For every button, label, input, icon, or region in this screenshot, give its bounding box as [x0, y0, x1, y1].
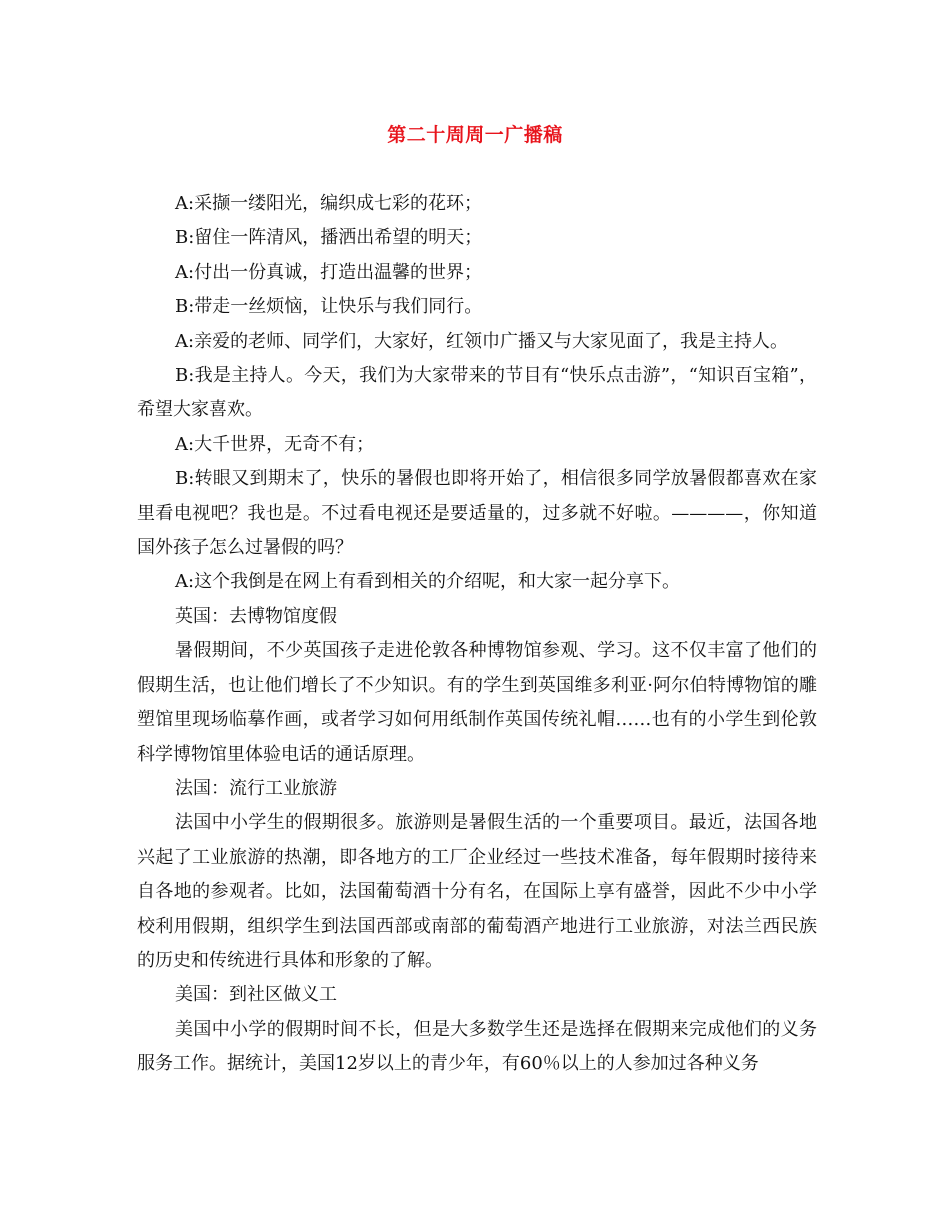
paragraph: 法国中小学生的假期很多。旅游则是暑假生活的一个重要项目。最近，法国各地兴起了工业旅游的热潮，即各地方的工厂企业经过一些技术准备，每年假期时接待来自各地的参观者。比如，法国葡萄酒十分有名，在国际上享有盛誉，因此不少中小学校利用假期，组织学生到法国西部或南部的葡萄酒产地进行工业旅游，对法兰西民族的历史和传统进行具体和形象的了解。: [137, 812, 817, 971]
document-body: [137, 187, 817, 1082]
section-heading: 美国：到社区做义工: [175, 984, 337, 1006]
paragraph: A:付出一份真诚，打造出温馨的世界；: [175, 261, 483, 283]
section-heading: 英国：去博物馆度假: [175, 605, 337, 627]
document-title: 第二十周周一广播稿: [387, 124, 563, 146]
paragraph: A:采撷一缕阳光，编织成七彩的花环；: [175, 193, 483, 214]
paragraph: A:大千世界，无奇不有；: [175, 433, 375, 455]
paragraph: A:亲爱的老师、同学们，大家好，红领巾广播又与大家见面了，我是主持人。: [175, 330, 789, 352]
section-heading: 法国：流行工业旅游: [175, 777, 337, 799]
paragraph: B:我是主持人。今天，我们为大家带来的节目有“快乐点击游”，“知识百宝箱”，希望大家喜欢。: [137, 365, 817, 421]
paragraph: B:带走一丝烦恼，让快乐与我们同行。: [175, 296, 483, 318]
paragraph: B:留住一阵清风，播洒出希望的明天；: [175, 227, 483, 249]
paragraph: 暑假期间，不少英国孩子走进伦敦各种博物馆参观、学习。这不仅丰富了他们的假期生活，也让他们增长了不少知识。有的学生到英国维多利亚·阿尔伯特博物馆的雕塑馆里现场临摹作画，或者学习如何用纸制作英国传统礼帽……也有的小学生到伦敦科学博物馆里体验电话的通话原理。: [137, 640, 817, 765]
paragraph: B:转眼又到期末了，快乐的暑假也即将开始了，相信很多同学放暑假都喜欢在家里看电视吧？我也是。不过看电视还是要适量的，过多就不好啦。————，你知道国外孩子怎么过暑假的吗？: [137, 468, 817, 559]
paragraph: A:这个我倒是在网上有看到相关的介绍呢，和大家一起分享下。: [175, 571, 681, 593]
paragraph: 美国中小学的假期时间不长，但是大多数学生还是选择在假期来完成他们的义务服务工作。据统计，美国12岁以上的青少年，有60％以上的人参加过各种义务: [137, 1018, 817, 1075]
